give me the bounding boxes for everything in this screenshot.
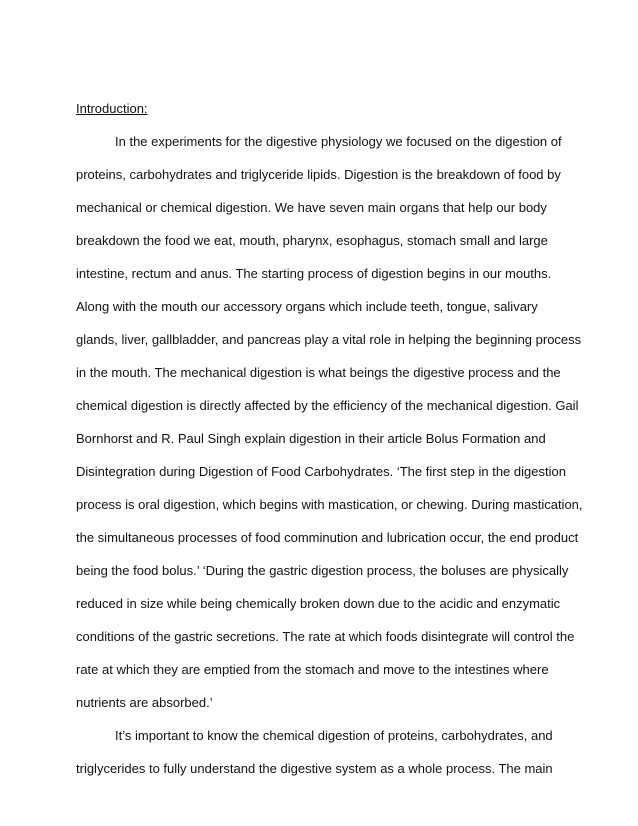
paragraph-line: Disintegration during Digestion of Food Carbohydrates. ‘The first step in the digestion xyxy=(76,464,566,479)
paragraph-line: glands, liver, gallbladder, and pancreas play a vital role in helping the beginning process xyxy=(76,332,582,347)
paragraph-line: process is oral digestion, which begins with mastication, or chewing. During mastication, xyxy=(76,497,583,512)
section-heading: Introduction: xyxy=(76,101,148,116)
paragraph-line: mechanical or chemical digestion. We have seven main organs that help our body xyxy=(76,200,547,215)
paragraph-line: chemical digestion is directly affected by the efficiency of the mechanical digestion. Gail xyxy=(76,398,579,413)
paragraph-line: Bornhorst and R. Paul Singh explain digestion in their article Bolus Formation and xyxy=(76,431,546,446)
paragraph-line: In the experiments for the digestive physiology we focused on the digestion of xyxy=(115,134,562,149)
paragraph-line: intestine, rectum and anus. The starting process of digestion begins in our mouths. xyxy=(76,266,552,281)
paragraph-line: triglycerides to fully understand the digestive system as a whole process. The main xyxy=(76,761,553,776)
paragraph-line: nutrients are absorbed.’ xyxy=(76,695,213,710)
paragraph-line: Along with the mouth our accessory organs which include teeth, tongue, salivary xyxy=(76,299,538,314)
paragraph-line: reduced in size while being chemically broken down due to the acidic and enzymatic xyxy=(76,596,561,611)
paragraph-line: being the food bolus.’ ‘During the gastric digestion process, the boluses are physically xyxy=(76,563,569,578)
paragraph-line: breakdown the food we eat, mouth, pharynx, esophagus, stomach small and large xyxy=(76,233,548,248)
paragraph-line: the simultaneous processes of food comminution and lubrication occur, the end product xyxy=(76,530,579,545)
paragraph-line: in the mouth. The mechanical digestion is what beings the digestive process and the xyxy=(76,365,561,380)
paragraph-line: rate at which they are emptied from the stomach and move to the intestines where xyxy=(76,662,549,677)
paragraph-line: conditions of the gastric secretions. The rate at which foods disintegrate will control the xyxy=(76,629,575,644)
paragraph-line: It’s important to know the chemical digestion of proteins, carbohydrates, and xyxy=(115,728,553,743)
paragraph-line: proteins, carbohydrates and triglyceride lipids. Digestion is the breakdown of food by xyxy=(76,167,561,182)
